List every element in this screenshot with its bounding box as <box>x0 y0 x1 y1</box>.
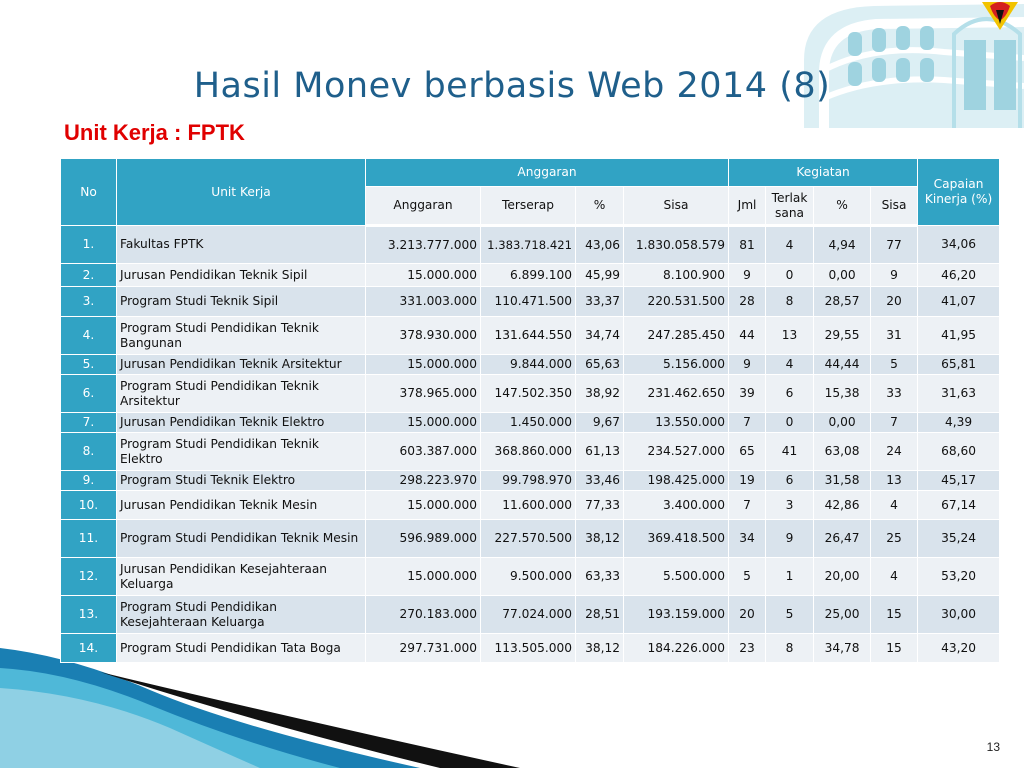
sisa-anggaran-cell: 5.500.000 <box>624 558 729 596</box>
anggaran-cell: 378.930.000 <box>366 317 481 355</box>
sisa-anggaran-cell: 231.462.650 <box>624 375 729 413</box>
terlaksana-cell: 8 <box>766 634 814 663</box>
terserap-cell: 77.024.000 <box>481 596 576 634</box>
table-row <box>61 355 1000 375</box>
sisa-kegiatan-cell: 25 <box>871 520 918 558</box>
header-sisa-kegiatan: Sisa <box>871 187 918 226</box>
anggaran-cell: 378.965.000 <box>366 375 481 413</box>
terserap-cell: 110.471.500 <box>481 287 576 317</box>
anggaran-cell: 15.000.000 <box>366 558 481 596</box>
sisa-kegiatan-cell: 24 <box>871 433 918 471</box>
jml-cell: 9 <box>729 355 766 375</box>
sisa-kegiatan-cell: 13 <box>871 471 918 491</box>
pct-anggaran-cell: 77,33 <box>576 491 624 520</box>
table-body <box>61 226 1000 663</box>
row-number: 11. <box>61 520 117 558</box>
unit-kerja-cell: Jurusan Pendidikan Teknik Sipil <box>117 264 366 287</box>
jml-cell: 65 <box>729 433 766 471</box>
pct-kegiatan-cell: 42,86 <box>814 491 871 520</box>
row-number: 2. <box>61 264 117 287</box>
terlaksana-cell: 3 <box>766 491 814 520</box>
table-row <box>61 413 1000 433</box>
pct-anggaran-cell: 9,67 <box>576 413 624 433</box>
anggaran-cell: 3.213.777.000 <box>366 226 481 264</box>
jml-cell: 34 <box>729 520 766 558</box>
pct-anggaran-cell: 34,74 <box>576 317 624 355</box>
table-row <box>61 491 1000 520</box>
header-kegiatan-group: Kegiatan <box>729 159 918 187</box>
sisa-anggaran-cell: 369.418.500 <box>624 520 729 558</box>
terserap-value: 1.383.718.421 <box>487 238 572 252</box>
terlaksana-cell: 4 <box>766 226 814 264</box>
header-anggaran-group: Anggaran <box>366 159 729 187</box>
header-pct-kegiatan: % <box>814 187 871 226</box>
pct-kegiatan-cell: 31,58 <box>814 471 871 491</box>
anggaran-cell: 298.223.970 <box>366 471 481 491</box>
unit-kerja-cell: Jurusan Pendidikan Teknik Arsitektur <box>117 355 366 375</box>
unit-kerja-cell: Jurusan Pendidikan Teknik Mesin <box>117 491 366 520</box>
terserap-cell: 9.844.000 <box>481 355 576 375</box>
capaian-cell: 41,95 <box>918 317 1000 355</box>
pct-anggaran-cell: 33,37 <box>576 287 624 317</box>
terlaksana-cell: 4 <box>766 355 814 375</box>
pct-anggaran-cell: 63,33 <box>576 558 624 596</box>
row-number: 4. <box>61 317 117 355</box>
sisa-kegiatan-cell: 9 <box>871 264 918 287</box>
row-number: 12. <box>61 558 117 596</box>
jml-cell: 23 <box>729 634 766 663</box>
sisa-kegiatan-cell: 31 <box>871 317 918 355</box>
row-number: 5. <box>61 355 117 375</box>
terlaksana-cell: 8 <box>766 287 814 317</box>
pct-kegiatan-cell: 63,08 <box>814 433 871 471</box>
pct-anggaran-cell: 38,12 <box>576 520 624 558</box>
pct-kegiatan-cell: 29,55 <box>814 317 871 355</box>
anggaran-cell: 15.000.000 <box>366 491 481 520</box>
capaian-cell: 43,20 <box>918 634 1000 663</box>
unit-kerja-cell: Jurusan Pendidikan Kesejahteraan Keluarga <box>117 558 366 596</box>
header-sisa-anggaran: Sisa <box>624 187 729 226</box>
sisa-anggaran-cell: 3.400.000 <box>624 491 729 520</box>
sisa-anggaran-cell: 184.226.000 <box>624 634 729 663</box>
sisa-kegiatan-cell: 33 <box>871 375 918 413</box>
header-jml: Jml <box>729 187 766 226</box>
anggaran-cell: 15.000.000 <box>366 355 481 375</box>
row-number: 8. <box>61 433 117 471</box>
header-terlaksana: Terlak sana <box>766 187 814 226</box>
table-row <box>61 596 1000 634</box>
anggaran-cell: 297.731.000 <box>366 634 481 663</box>
terserap-cell: 368.860.000 <box>481 433 576 471</box>
unit-kerja-cell: Program Studi Pendidikan Teknik Mesin <box>117 520 366 558</box>
row-number: 13. <box>61 596 117 634</box>
unit-kerja-cell: Fakultas FPTK <box>117 226 366 264</box>
header-terserap: Terserap <box>481 187 576 226</box>
capaian-cell: 4,39 <box>918 413 1000 433</box>
jml-cell: 28 <box>729 287 766 317</box>
sisa-kegiatan-cell: 4 <box>871 491 918 520</box>
terserap-cell: 227.570.500 <box>481 520 576 558</box>
sisa-anggaran-cell: 13.550.000 <box>624 413 729 433</box>
table-row <box>61 520 1000 558</box>
pct-kegiatan-cell: 15,38 <box>814 375 871 413</box>
header-no: No <box>61 159 117 226</box>
pct-anggaran-cell: 43,06 <box>576 226 624 264</box>
pct-anggaran-cell: 61,13 <box>576 433 624 471</box>
capaian-cell: 53,20 <box>918 558 1000 596</box>
capaian-cell: 68,60 <box>918 433 1000 471</box>
terserap-cell: 113.505.000 <box>481 634 576 663</box>
unit-kerja-cell: Program Studi Pendidikan Teknik Bangunan <box>117 317 366 355</box>
row-number: 6. <box>61 375 117 413</box>
sisa-anggaran-cell: 8.100.900 <box>624 264 729 287</box>
sisa-anggaran-cell: 5.156.000 <box>624 355 729 375</box>
pct-kegiatan-cell: 0,00 <box>814 264 871 287</box>
jml-cell: 7 <box>729 491 766 520</box>
table-row <box>61 287 1000 317</box>
jml-cell: 20 <box>729 596 766 634</box>
pct-anggaran-cell: 38,92 <box>576 375 624 413</box>
pct-anggaran-cell: 38,12 <box>576 634 624 663</box>
monev-table <box>60 158 1000 663</box>
row-number: 9. <box>61 471 117 491</box>
sisa-kegiatan-cell: 7 <box>871 413 918 433</box>
capaian-cell: 45,17 <box>918 471 1000 491</box>
sisa-anggaran-cell: 193.159.000 <box>624 596 729 634</box>
header-pct-anggaran: % <box>576 187 624 226</box>
terlaksana-cell: 0 <box>766 264 814 287</box>
terserap-cell: 131.644.550 <box>481 317 576 355</box>
slide-title: Hasil Monev berbasis Web 2014 (8) <box>193 66 831 106</box>
unit-kerja-cell: Jurusan Pendidikan Teknik Elektro <box>117 413 366 433</box>
sisa-anggaran-cell: 220.531.500 <box>624 287 729 317</box>
row-number: 1. <box>61 226 117 264</box>
terserap-cell <box>481 226 576 264</box>
jml-cell: 5 <box>729 558 766 596</box>
pct-kegiatan-cell: 34,78 <box>814 634 871 663</box>
jml-cell: 9 <box>729 264 766 287</box>
pct-kegiatan-cell: 28,57 <box>814 287 871 317</box>
terlaksana-cell: 13 <box>766 317 814 355</box>
pct-kegiatan-cell: 26,47 <box>814 520 871 558</box>
table-row <box>61 264 1000 287</box>
sisa-kegiatan-cell: 20 <box>871 287 918 317</box>
jml-cell: 19 <box>729 471 766 491</box>
sisa-kegiatan-cell: 15 <box>871 634 918 663</box>
pct-kegiatan-cell: 25,00 <box>814 596 871 634</box>
capaian-cell: 30,00 <box>918 596 1000 634</box>
terlaksana-cell: 6 <box>766 471 814 491</box>
terlaksana-cell: 6 <box>766 375 814 413</box>
unit-kerja-cell: Program Studi Teknik Elektro <box>117 471 366 491</box>
table-row <box>61 471 1000 491</box>
sisa-anggaran-cell: 247.285.450 <box>624 317 729 355</box>
jml-cell: 7 <box>729 413 766 433</box>
unit-kerja-cell: Program Studi Pendidikan Teknik Arsitektur <box>117 375 366 413</box>
row-number: 3. <box>61 287 117 317</box>
terserap-cell: 1.450.000 <box>481 413 576 433</box>
table-row <box>61 433 1000 471</box>
row-number: 10. <box>61 491 117 520</box>
sisa-anggaran-cell: 1.830.058.579 <box>624 226 729 264</box>
anggaran-cell: 270.183.000 <box>366 596 481 634</box>
terserap-cell: 99.798.970 <box>481 471 576 491</box>
anggaran-cell: 331.003.000 <box>366 287 481 317</box>
capaian-cell: 41,07 <box>918 287 1000 317</box>
header-unit-kerja: Unit Kerja <box>117 159 366 226</box>
pct-kegiatan-cell: 44,44 <box>814 355 871 375</box>
page-number: 13 <box>986 740 1000 754</box>
unit-kerja-cell: Program Studi Pendidikan Teknik Elektro <box>117 433 366 471</box>
capaian-cell: 67,14 <box>918 491 1000 520</box>
header-anggaran: Anggaran <box>366 187 481 226</box>
pct-kegiatan-cell: 4,94 <box>814 226 871 264</box>
anggaran-cell: 15.000.000 <box>366 413 481 433</box>
capaian-cell: 34,06 <box>918 226 1000 264</box>
jml-cell: 81 <box>729 226 766 264</box>
anggaran-cell: 596.989.000 <box>366 520 481 558</box>
anggaran-cell: 15.000.000 <box>366 264 481 287</box>
terserap-cell: 9.500.000 <box>481 558 576 596</box>
capaian-cell: 31,63 <box>918 375 1000 413</box>
terserap-cell: 6.899.100 <box>481 264 576 287</box>
terlaksana-cell: 1 <box>766 558 814 596</box>
table-row <box>61 226 1000 264</box>
table-row <box>61 558 1000 596</box>
row-number: 7. <box>61 413 117 433</box>
pct-kegiatan-cell: 20,00 <box>814 558 871 596</box>
sisa-kegiatan-cell: 5 <box>871 355 918 375</box>
sisa-kegiatan-cell: 77 <box>871 226 918 264</box>
sisa-anggaran-cell: 198.425.000 <box>624 471 729 491</box>
sisa-kegiatan-cell: 4 <box>871 558 918 596</box>
jml-cell: 39 <box>729 375 766 413</box>
terlaksana-cell: 9 <box>766 520 814 558</box>
pct-anggaran-cell: 33,46 <box>576 471 624 491</box>
pct-anggaran-cell: 28,51 <box>576 596 624 634</box>
capaian-cell: 35,24 <box>918 520 1000 558</box>
pct-kegiatan-cell: 0,00 <box>814 413 871 433</box>
sisa-anggaran-cell: 234.527.000 <box>624 433 729 471</box>
pct-anggaran-cell: 65,63 <box>576 355 624 375</box>
table-row <box>61 317 1000 355</box>
capaian-cell: 65,81 <box>918 355 1000 375</box>
terserap-cell: 147.502.350 <box>481 375 576 413</box>
anggaran-cell: 603.387.000 <box>366 433 481 471</box>
row-number: 14. <box>61 634 117 663</box>
pct-anggaran-cell: 45,99 <box>576 264 624 287</box>
unit-kerja-cell: Program Studi Teknik Sipil <box>117 287 366 317</box>
table-row <box>61 375 1000 413</box>
sisa-kegiatan-cell: 15 <box>871 596 918 634</box>
terlaksana-cell: 0 <box>766 413 814 433</box>
terserap-cell: 11.600.000 <box>481 491 576 520</box>
terlaksana-cell: 5 <box>766 596 814 634</box>
jml-cell: 44 <box>729 317 766 355</box>
terlaksana-cell: 41 <box>766 433 814 471</box>
unit-kerja-subtitle: Unit Kerja : FPTK <box>64 120 245 145</box>
unit-kerja-cell: Program Studi Pendidikan Tata Boga <box>117 634 366 663</box>
header-capaian-kinerja: Capaian Kinerja (%) <box>918 159 1000 226</box>
capaian-cell: 46,20 <box>918 264 1000 287</box>
table-row <box>61 634 1000 663</box>
unit-kerja-cell: Program Studi Pendidikan Kesejahteraan Keluarga <box>117 596 366 634</box>
